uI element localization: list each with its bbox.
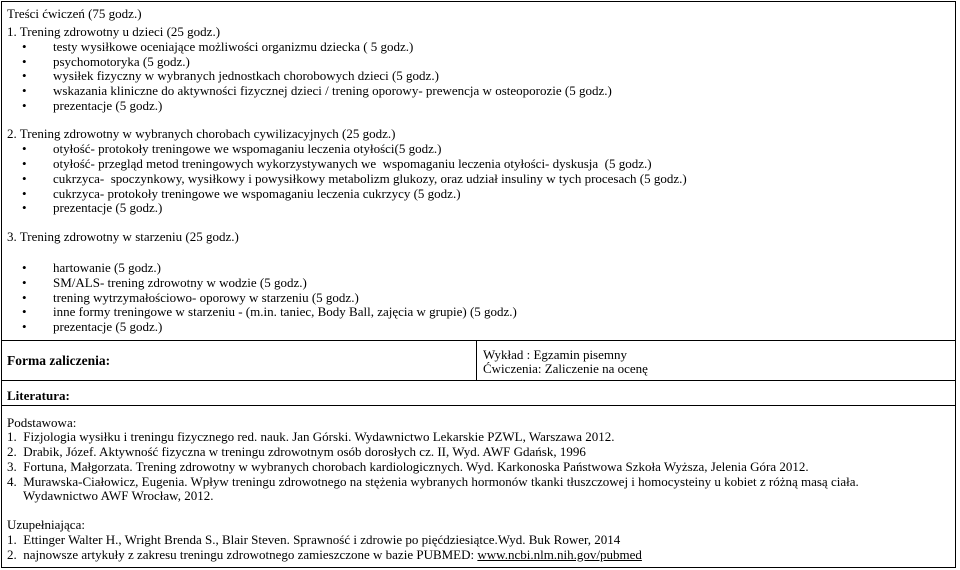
literature-item: Wydawnictwo AWF Wrocław, 2012.	[7, 488, 214, 503]
assessment-label: Forma zaliczenia:	[7, 353, 111, 368]
bullet-icon: •	[22, 260, 27, 275]
bullet-icon: •	[22, 141, 27, 156]
literature-item: 3. Fortuna, Małgorzata. Trening zdrowotny w wybranych chorobach kardiologicznych. Wyd. Karkonoska Państwowa Szkoła Wyższa, Jelenia Góra 2012.	[7, 459, 809, 474]
divider	[476, 340, 477, 380]
bullet-icon: •	[22, 304, 27, 319]
bullet-icon: •	[22, 319, 27, 334]
bullet-icon: •	[22, 54, 27, 69]
literature-item: 4. Murawska-Ciałowicz, Eugenia. Wpływ treningu zdrowotnego na stężenia wybranych hormonów tkanki tłuszczowej i homocysteiny u kobiet z różną masą ciała.	[7, 474, 859, 489]
bullet-icon: •	[22, 275, 27, 290]
bullet-icon: •	[22, 290, 27, 305]
pubmed-link[interactable]: www.ncbi.nlm.nih.gov/pubmed	[477, 547, 642, 562]
literature-item: 2. Drabik, Józef. Aktywność fizyczna w treningu zdrowotnym osób dorosłych cz. II, Wyd. AWF Gdańsk, 1996	[7, 444, 586, 459]
divider	[1, 380, 956, 381]
basic-literature-label: Podstawowa:	[7, 415, 77, 430]
bullet-icon: •	[22, 98, 27, 113]
bullet-icon: •	[22, 200, 27, 215]
assessment-exercises: Ćwiczenia: Zaliczenie na ocenę	[483, 361, 648, 376]
bullet-icon: •	[22, 39, 27, 54]
content-heading: Treści ćwiczeń (75 godz.)	[7, 6, 142, 21]
section-1-title: 1. Trening zdrowotny u dzieci (25 godz.)	[7, 24, 221, 39]
literature-item: 2. najnowsze artykuły z zakresu treningu zdrowotnego zamieszczone w bazie PUBMED: www.ncbi.nlm.nih.gov/pubmed	[7, 547, 642, 562]
bullet-icon: •	[22, 171, 27, 186]
literature-label: Literatura:	[7, 388, 70, 403]
assessment-lecture: Wykład : Egzamin pisemny	[483, 347, 627, 362]
section-3-title: 3. Trening zdrowotny w starzeniu (25 godz.)	[7, 229, 239, 244]
divider	[1, 340, 956, 341]
supplementary-literature-label: Uzupełniająca:	[7, 517, 85, 532]
divider	[1, 405, 956, 406]
bullet-icon: •	[22, 186, 27, 201]
bullet-icon: •	[22, 83, 27, 98]
literature-item: 1. Fizjologia wysiłku i treningu fizycznego red. nauk. Jan Górski. Wydawnictwo Lekarskie PZWL, Warszawa 2012.	[7, 429, 615, 444]
section-2-title: 2. Trening zdrowotny w wybranych chorobach cywilizacyjnych (25 godz.)	[7, 126, 396, 141]
bullet-icon: •	[22, 68, 27, 83]
bullet-icon: •	[22, 156, 27, 171]
literature-item: 1. Ettinger Walter H., Wright Brenda S., Blair Steven. Sprawność i zdrowie po pięćdziesiątce.Wyd. Buk Rower, 2014	[7, 532, 621, 547]
